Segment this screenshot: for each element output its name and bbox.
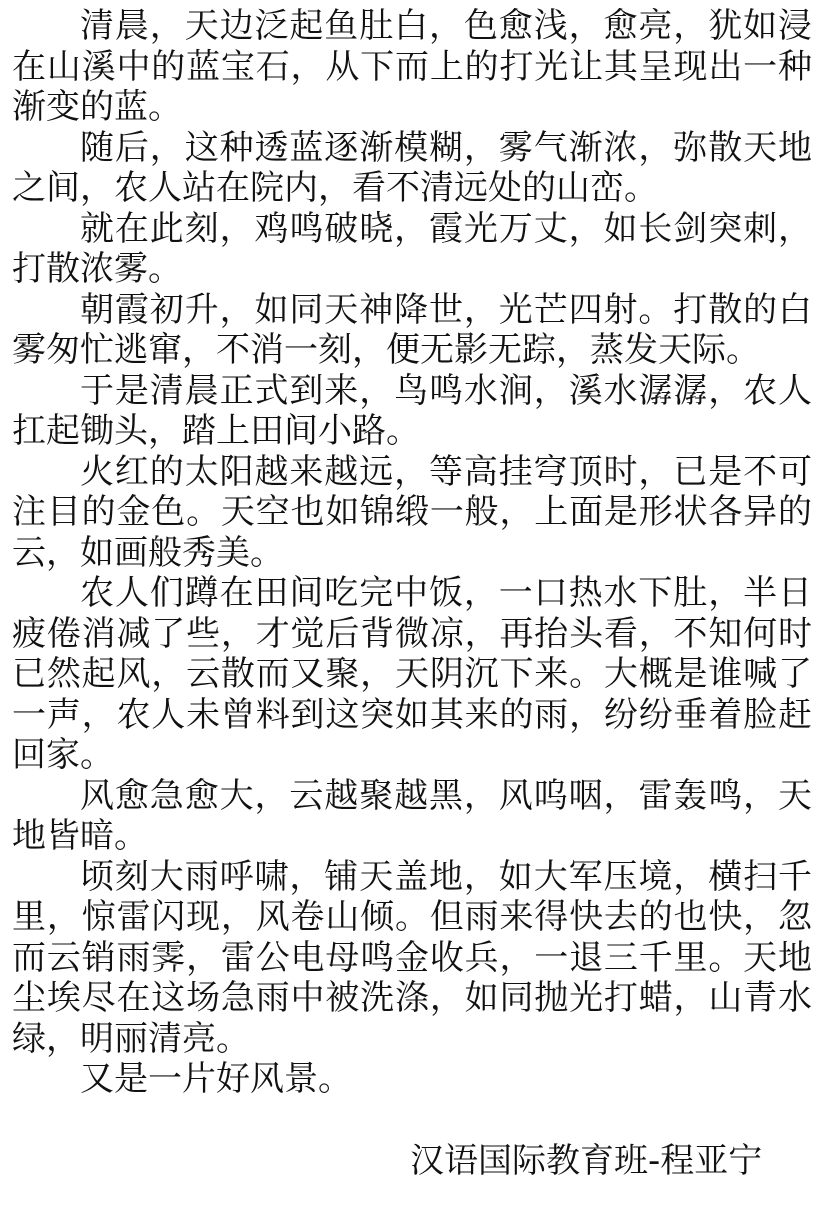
paragraph-1: 清晨，天边泛起鱼肚白，色愈浅，愈亮，犹如浸在山溪中的蓝宝石，从下而上的打光让其呈现出一种渐变的蓝。 xyxy=(12,6,812,127)
paragraph-9: 顷刻大雨呼啸，铺天盖地，如大军压境，横扫千里，惊雷闪现，风卷山倾。但雨来得快去的也快，忽而云销雨霁，雷公电母鸣金收兵，一退三千里。天地尘埃尽在这场急雨中被洗涤，如同抛光打蜡，山青水绿，明丽清亮。 xyxy=(12,856,812,1059)
paragraph-10: 又是一片好风景。 xyxy=(80,1059,352,1099)
paragraph-8: 风愈急愈大，云越聚越黑，风呜咽，雷轰鸣，天地皆暗。 xyxy=(12,775,812,856)
paragraph-5: 于是清晨正式到来，鸟鸣水涧，溪水潺潺，农人扛起锄头，踏上田间小路。 xyxy=(12,370,812,451)
paragraph-3: 就在此刻，鸡鸣破晓，霞光万丈，如长剑突刺，打散浓雾。 xyxy=(12,208,812,289)
paragraph-4: 朝霞初升，如同天神降世，光芒四射。打散的白雾匆忙逃窜，不消一刻，便无影无踪，蒸发天际。 xyxy=(12,289,812,370)
paragraph-7: 农人们蹲在田间吃完中饭，一口热水下肚，半日疲倦消减了些，才觉后背微凉，再抬头看，不知何时已然起风，云散而又聚，天阴沉下来。大概是谁喊了一声，农人未曾料到这突如其来的雨，纷纷垂着脸赶回家。 xyxy=(12,573,812,775)
essay-body xyxy=(12,6,812,1100)
author-signature: 汉语国际教育班-程亚宁 xyxy=(410,1141,763,1181)
paragraph-6: 火红的太阳越来越远，等高挂穹顶时，已是不可注目的金色。天空也如锦缎一般，上面是形状各异的云，如画般秀美。 xyxy=(12,451,812,573)
paragraph-2: 随后，这种透蓝逐渐模糊，雾气渐浓，弥散天地之间，农人站在院内，看不清远处的山峦。 xyxy=(12,127,812,208)
